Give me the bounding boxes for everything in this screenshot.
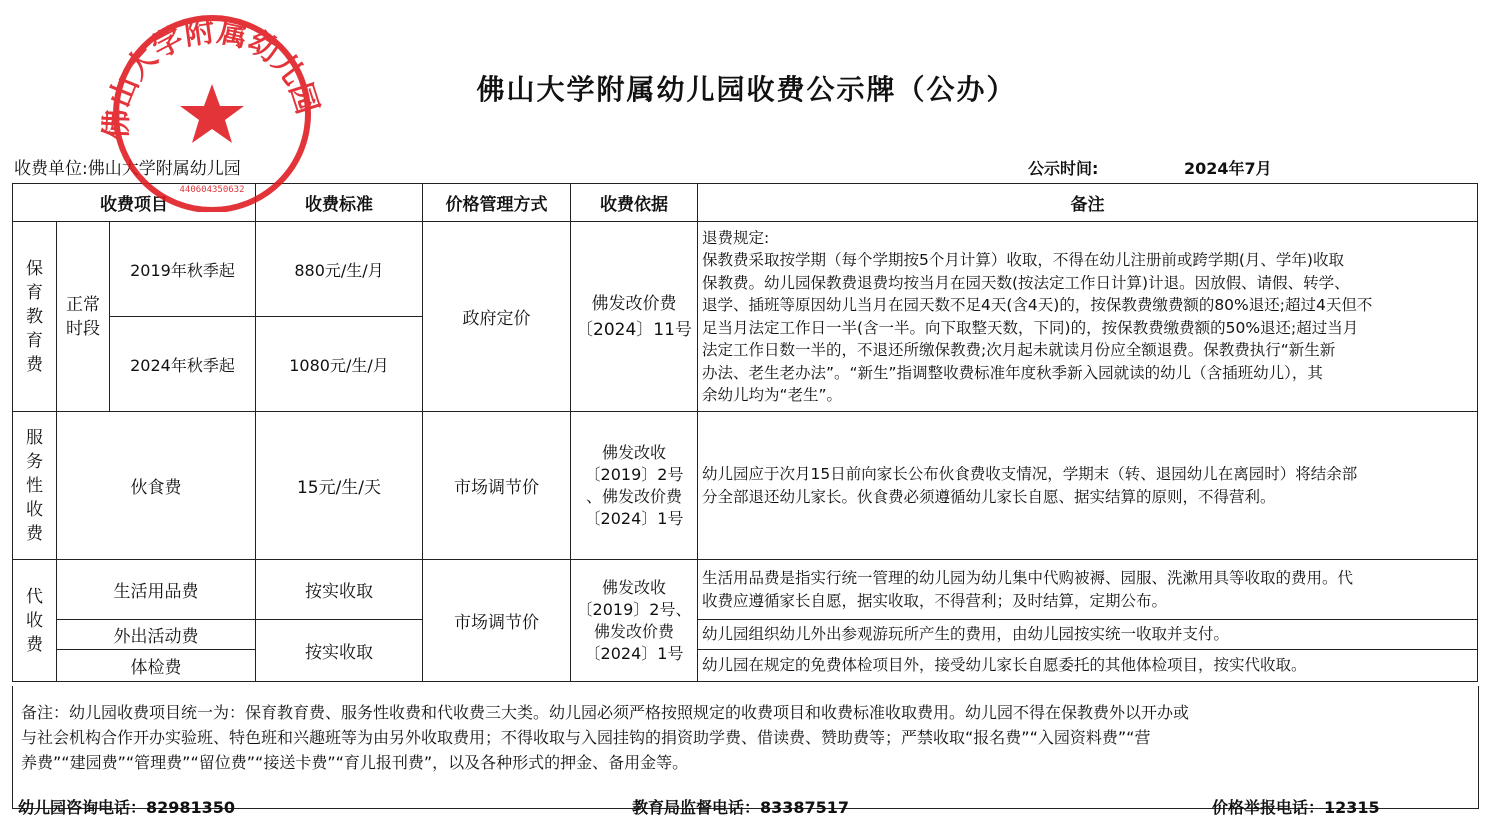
category-agency: 代 收 费: [13, 560, 57, 682]
service-item: 伙食费: [57, 412, 256, 560]
header-standard: 收费标准: [256, 184, 423, 222]
seal-text: 佛山大学附属幼儿园: [99, 13, 325, 140]
notes-line: 备注：幼儿园收费项目统一为：保育教育费、服务性收费和代收费三大类。幼儿园必须严格按照规定的收费项目和收费标准收取费用。幼儿园不得在保教费外以开办或: [21, 703, 1190, 722]
agency-remark: 生活用品费是指实行统一管理的幼儿园为幼儿集中代购被褥、园服、洗漱用具等收取的费用。代 收费应遵循家长自愿，据实收取，不得营利；及时结算，定期公布。: [698, 560, 1478, 620]
service-standard: 15元/生/天: [256, 412, 423, 560]
publish-date: 2024年7月: [1183, 159, 1272, 178]
header-method: 价格管理方式: [423, 184, 571, 222]
category-care: 保 育 教 育 费: [13, 222, 57, 412]
charging-unit: 收费单位:佛山大学附属幼儿园: [14, 159, 241, 179]
care-row-standard: 1080元/生/月: [256, 317, 423, 412]
publish-time: [1028, 156, 1272, 179]
header-item: 收费项目: [13, 184, 256, 222]
seal-ring: [116, 18, 308, 210]
fee-table: [12, 183, 1478, 682]
notes-box: [12, 686, 1479, 809]
publish-time-label: 公示时间:: [1028, 159, 1099, 178]
supervise-phone: 教育局监督电话：83387517: [632, 798, 850, 817]
agency-item: 体检费: [57, 650, 256, 682]
period-normal: 正常时段: [57, 222, 110, 412]
category-service: 服 务 性 收 费: [13, 412, 57, 560]
header-remark: 备注: [698, 184, 1478, 222]
care-row-label: 2024年秋季起: [110, 317, 256, 412]
seal-code: 440604350632: [179, 185, 245, 195]
report-phone: 价格举报电话：12315: [1212, 798, 1380, 817]
agency-item: 生活用品费: [57, 560, 256, 620]
service-method: 市场调节价: [423, 412, 571, 560]
agency-standard: 按实收取: [256, 620, 423, 682]
notes-line: 与社会机构合作开办实验班、特色班和兴趣班等为由另外收取费用；不得收取与入园挂钩的捐资助学费、借读费、赞助费等；严禁收取“报名费”“入园资料费”“营: [21, 728, 1151, 747]
page-title: 佛山大学附属幼儿园收费公示牌（公办）: [476, 73, 1017, 106]
agency-remark: 幼儿园在规定的免费体检项目外，接受幼儿家长自愿委托的其他体检项目，按实代收取。: [698, 650, 1478, 682]
care-row-label: 2019年秋季起: [110, 222, 256, 317]
care-remark: 退费规定: 保教费采取按学期（每个学期按5个月计算）收取，不得在幼儿注册前或跨学期(月、学年)收取 保教费。幼儿园保教费退费均按当月在园天数(按法定工作日计算)计退。因放假、请假、转学、 退学、插班等原因幼儿当月在园天数不足4天(含4天)的，按保教费缴费额的80%退还;超过4天但不 足当月法定工作日一半(含一半。向下取整天数，下同)的，按保教费缴费额的50%退还;超过当月 法定工作日数一半的，不退还所缴保教费;次月起未就读月份应全额退费。保教费执行“新生新 办法、老生老办法”。“新生”指调整收费标准年度秋季新入园就读的幼儿（含插班幼儿），其 余幼儿均为“老生”。: [698, 222, 1478, 412]
consult-phone: 幼儿园咨询电话：82981350: [18, 798, 236, 817]
care-basis: 佛发改价费 〔2024〕11号: [571, 222, 698, 412]
care-method: 政府定价: [423, 222, 571, 412]
agency-standard: 按实收取: [256, 560, 423, 620]
agency-item: 外出活动费: [57, 620, 256, 650]
notes-line: 养费”“建园费”“管理费”“留位费”“接送卡费”“育儿报刊费”，以及各种形式的押金、备用金等。: [21, 753, 689, 772]
service-remark: 幼儿园应于次月15日前向家长公布伙食费收支情况，学期末（转、退园幼儿在离园时）将结余部 分全部退还幼儿家长。伙食费必须遵循幼儿家长自愿、据实结算的原则，不得营利。: [698, 412, 1478, 560]
agency-method: 市场调节价: [423, 560, 571, 682]
service-basis: 佛发改收 〔2019〕2号 、佛发改价费 〔2024〕1号: [571, 412, 698, 560]
header-basis: 收费依据: [571, 184, 698, 222]
agency-remark: 幼儿园组织幼儿外出参观游玩所产生的费用，由幼儿园按实统一收取并支付。: [698, 620, 1478, 650]
agency-basis: 佛发改收 〔2019〕2号、 佛发改价费 〔2024〕1号: [571, 560, 698, 682]
care-row-standard: 880元/生/月: [256, 222, 423, 317]
